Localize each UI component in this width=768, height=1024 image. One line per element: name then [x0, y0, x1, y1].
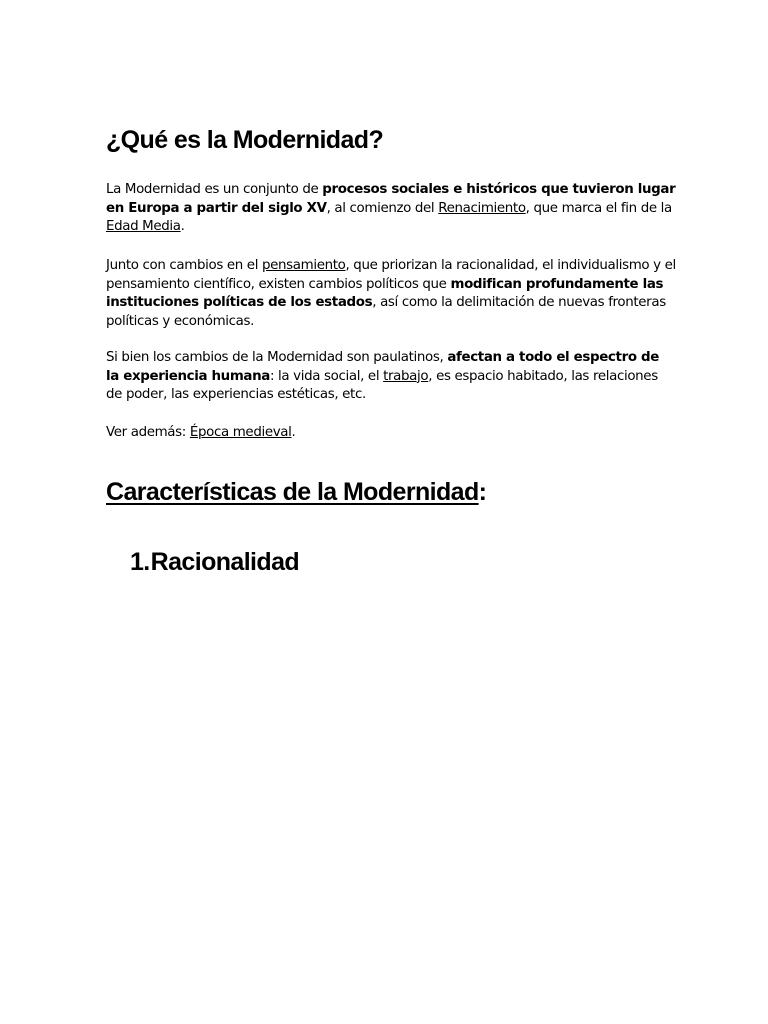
section-heading	[106, 478, 486, 507]
section-heading-text: Características de la Modernidad	[106, 478, 479, 506]
bold-text: modifican profundamente las instituciones políticas de los estados	[106, 276, 664, 311]
text: , al comienzo del	[326, 200, 439, 216]
list-item-number: 1.	[130, 548, 150, 576]
text: Si bien los cambios de la Modernidad son paulatinos,	[106, 350, 448, 365]
see-also-paragraph	[106, 424, 676, 443]
text: La Modernidad es un conjunto de	[106, 182, 323, 197]
section-heading-suffix: :	[478, 478, 487, 506]
link-renacimiento[interactable]: Renacimiento	[438, 200, 526, 216]
text: , que marca el fin de la	[525, 200, 672, 216]
bold-text: procesos sociales e históricos que tuvieron lugar en Europa a partir del siglo XV	[106, 182, 676, 216]
link-epoca-medieval[interactable]: Época medieval	[189, 425, 292, 440]
text: Ver además:	[106, 425, 190, 440]
list-item	[130, 548, 299, 577]
link-trabajo[interactable]: trabajo	[383, 368, 429, 384]
link-edad-media[interactable]: Edad Media	[106, 219, 181, 235]
text: .	[291, 425, 296, 440]
link-pensamiento[interactable]: pensamiento	[261, 258, 346, 273]
text: : la vida social, el	[269, 368, 384, 384]
bold-text: afectan a todo el espectro de la experiencia humana	[106, 350, 659, 384]
text: .	[180, 219, 185, 235]
text: , así como la delimitación de nuevas fronteras políticas y económicas.	[106, 295, 666, 330]
thought-paragraph	[106, 257, 676, 332]
changes-paragraph	[106, 349, 676, 405]
text: Junto con cambios en el	[106, 258, 262, 273]
list-item-label: Racionalidad	[150, 548, 300, 576]
intro-paragraph	[106, 181, 676, 237]
characteristics-list	[130, 548, 299, 577]
text: , que priorizan la racionalidad, el individualismo y el pensamiento científico, existen cambios políticos que	[106, 258, 676, 292]
text: , es espacio habitado, las relaciones de poder, las experiencias estéticas, etc.	[106, 368, 658, 403]
page-title: ¿Qué es la Modernidad?	[106, 126, 384, 154]
